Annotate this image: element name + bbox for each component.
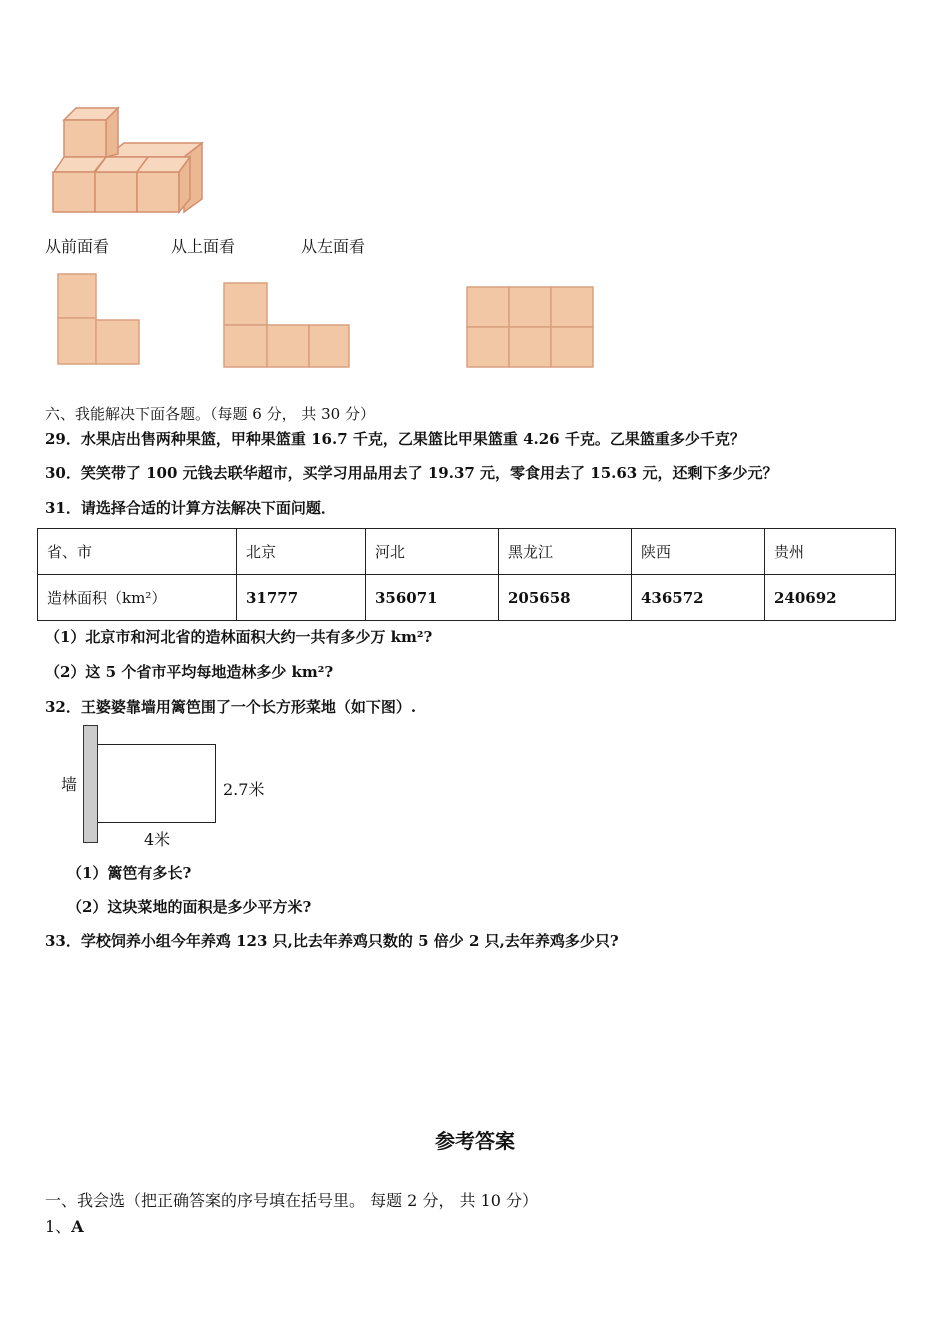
question-29: 29．水果店出售两种果篮，甲种果篮重 16.7 千克，乙果篮比甲果篮重 4.26 千克。乙果篮重多少千克？ (45, 430, 745, 448)
top-view-label: 从上面看 (171, 237, 236, 256)
question-32-2: （2）这块菜地的面积是多少平方米? (67, 898, 312, 916)
table-cell: 陕西 (632, 529, 765, 575)
block-figure (48, 100, 208, 218)
answer-1-number: 1、 (45, 1217, 72, 1236)
question-32-1: （1）篱笆有多长? (67, 864, 192, 882)
table-cell: 黑龙江 (499, 529, 632, 575)
table-header-row (38, 529, 896, 575)
width-label: 2.7米 (223, 780, 265, 799)
afforestation-table (37, 528, 896, 621)
table-cell: 205658 (499, 575, 632, 621)
front-view-figure (55, 272, 145, 368)
question-33: 33．学校饲养小组今年养鸡 123 只,比去年养鸡只数的 5 倍少 2 只,去年养鸡多少只? (45, 932, 619, 950)
top-view-figure (221, 280, 353, 370)
table-cell: 240692 (765, 575, 896, 621)
answer-1-value: A (71, 1217, 84, 1236)
table-cell: 436572 (632, 575, 765, 621)
wall-bar (83, 725, 98, 843)
table-cell: 河北 (366, 529, 499, 575)
answers-section1-title: 一、我会选（把正确答案的序号填在括号里。 每题 2 分， 共 10 分） (45, 1191, 539, 1210)
table-cell: 356071 (366, 575, 499, 621)
table-cell: 省、市 (38, 529, 237, 575)
left-view-figure (464, 284, 596, 370)
table-cell: 造林面积（km²） (38, 575, 237, 621)
left-view-label: 从左面看 (301, 237, 366, 256)
table-cell: 31777 (237, 575, 366, 621)
front-view-label: 从前面看 (45, 237, 110, 256)
question-30: 30．笑笑带了 100 元钱去联华超市，买学习用品用去了 19.37 元，零食用去了 15.63 元，还剩下多少元？ (45, 464, 778, 482)
table-cell: 贵州 (765, 529, 896, 575)
section6-title: 六、我能解决下面各题。（每题 6 分， 共 30 分） (45, 405, 375, 423)
answer-1 (45, 1214, 84, 1237)
table-row (38, 575, 896, 621)
question-31: 31．请选择合适的计算方法解决下面问题． (45, 499, 336, 517)
length-label: 4米 (144, 830, 171, 849)
question-31-1: （1）北京市和河北省的造林面积大约一共有多少万 km²? (45, 628, 433, 646)
answers-heading: 参考答案 (435, 1129, 515, 1153)
question-32: 32．王婆婆靠墙用篱笆围了一个长方形菜地（如下图）. (45, 698, 417, 716)
garden-rectangle (98, 744, 216, 823)
table-cell: 北京 (237, 529, 366, 575)
wall-label: 墙 (61, 775, 78, 794)
question-31-2: （2）这 5 个省市平均每地造林多少 km²? (45, 663, 334, 681)
